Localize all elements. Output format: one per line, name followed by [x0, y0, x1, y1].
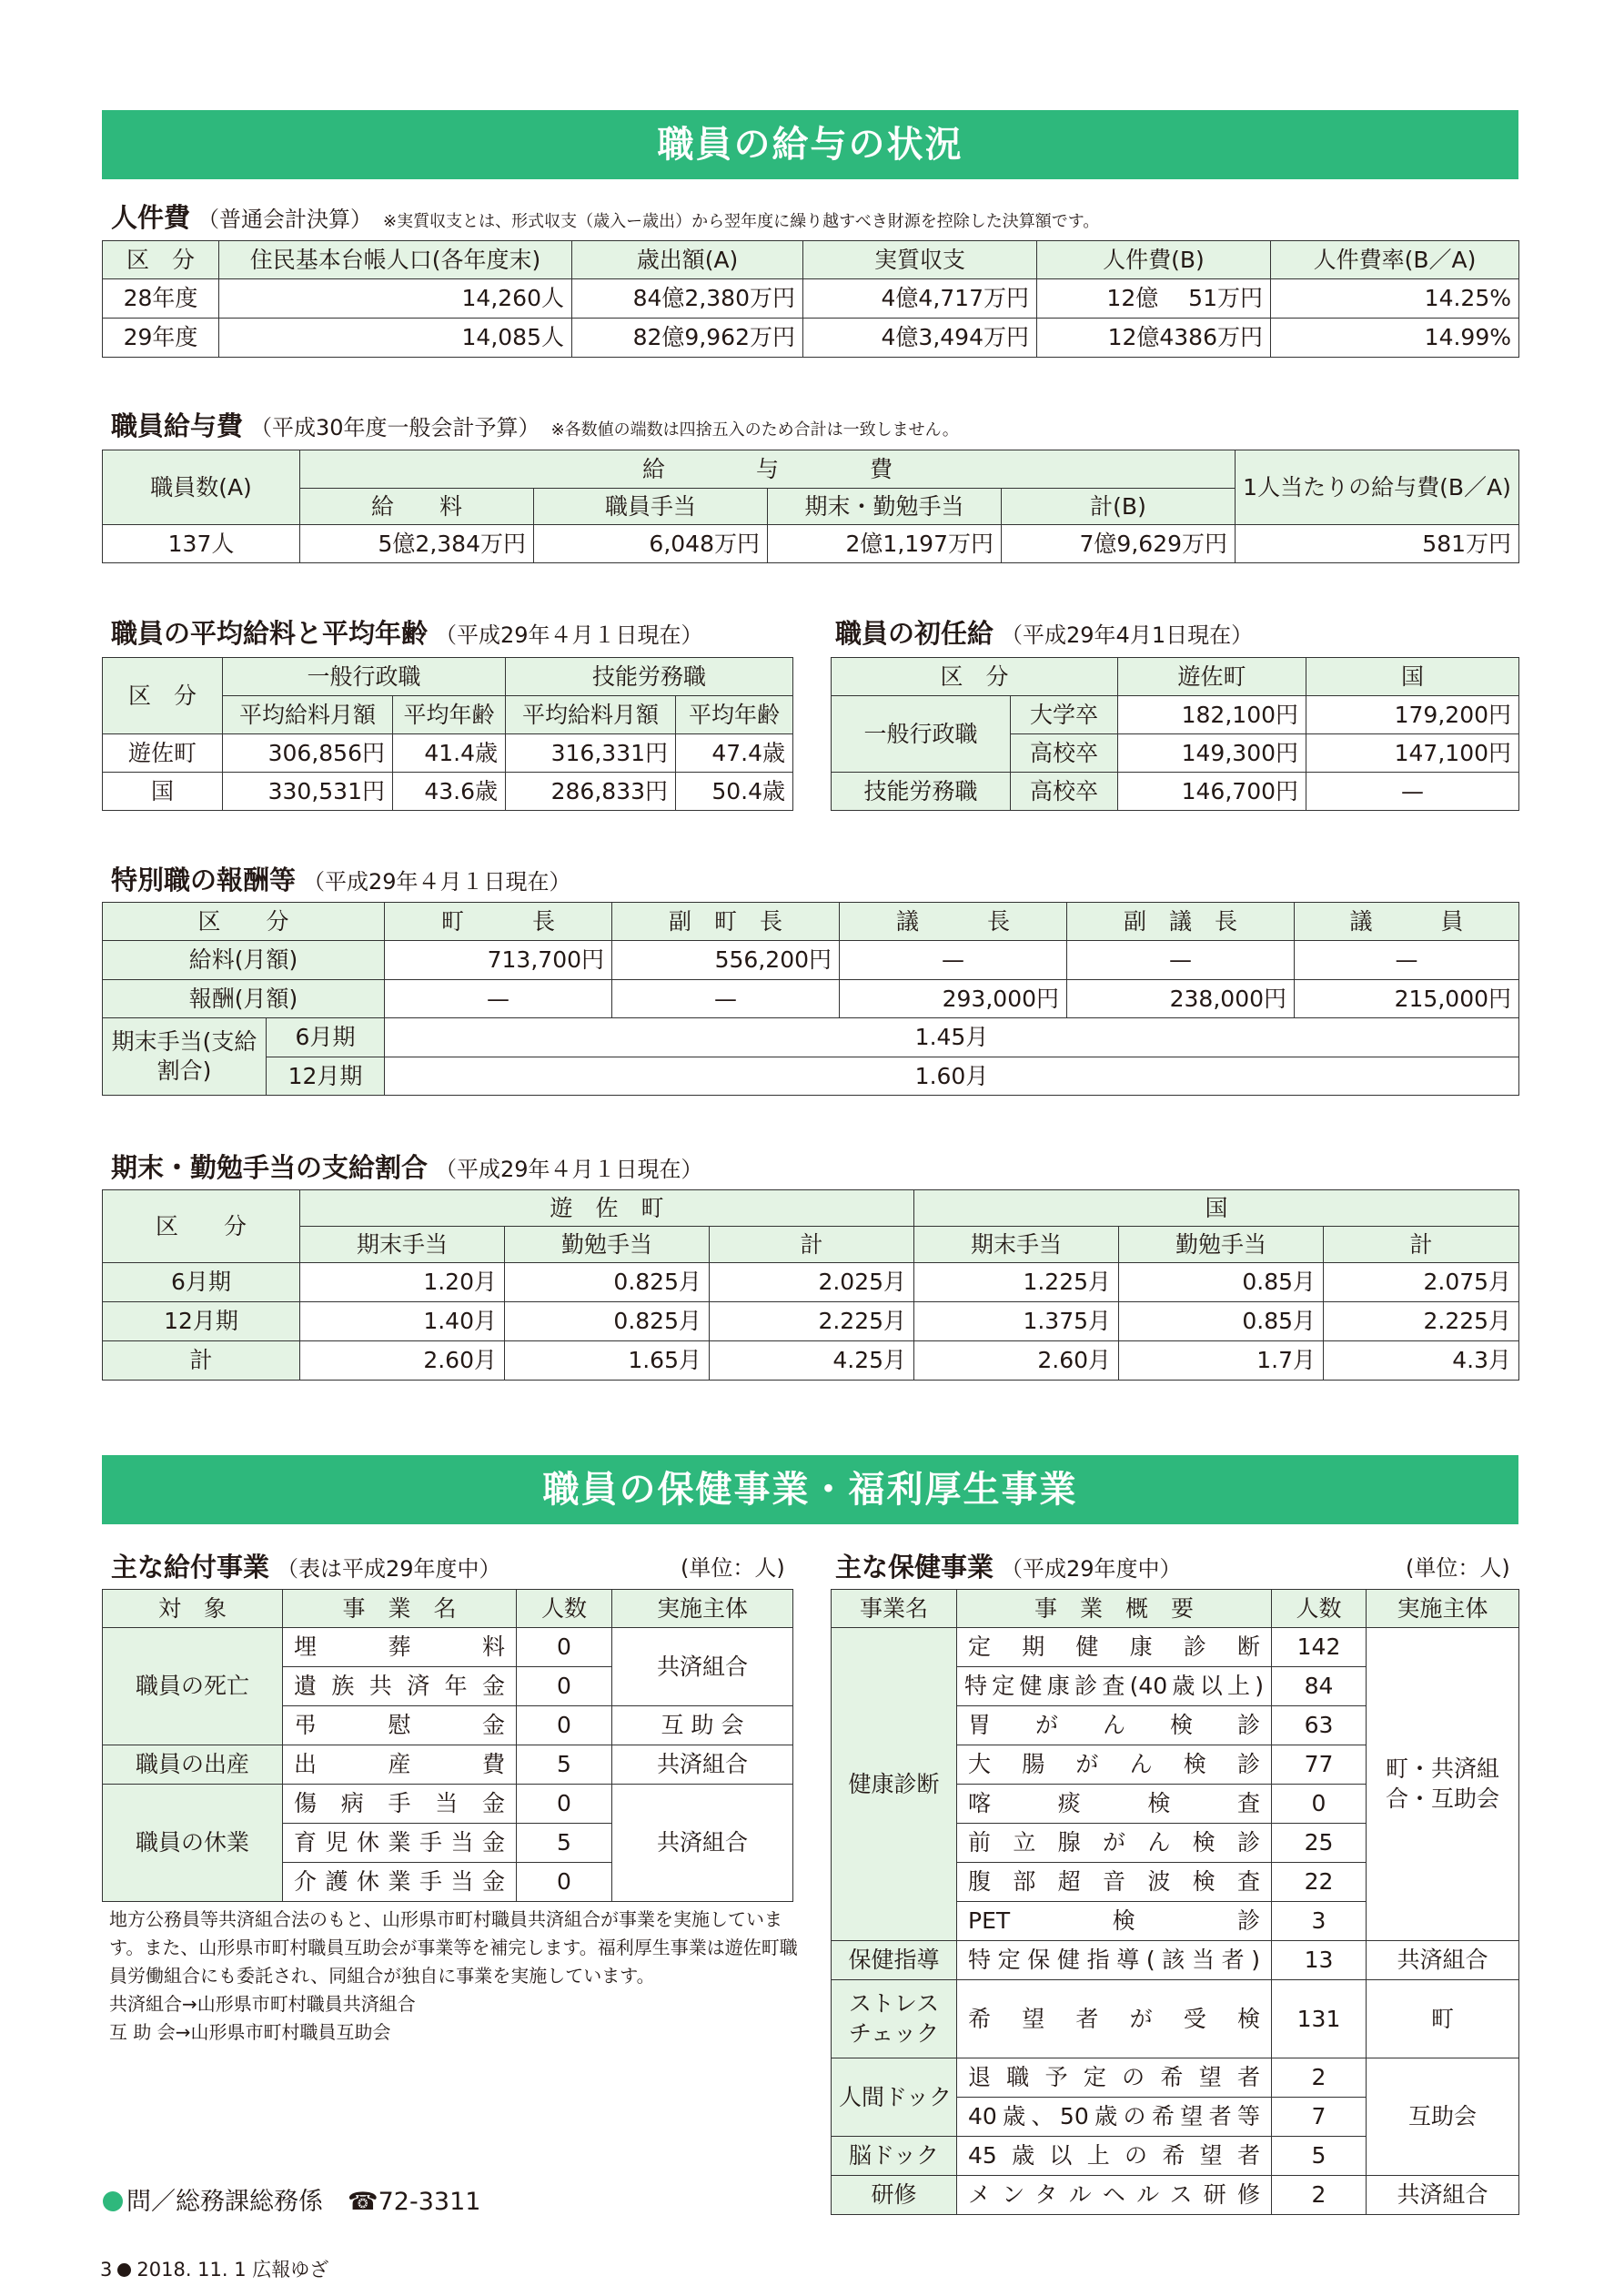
table-cell: 1.65月 [505, 1341, 710, 1381]
table-cell: 0.825月 [505, 1263, 710, 1302]
table-cell: — [612, 980, 840, 1018]
table-cell: 喀痰検査 [957, 1785, 1272, 1824]
note-text: 互 助 会→山形県市町村職員互助会 [109, 2021, 391, 2043]
table-cell: 2.025月 [710, 1263, 914, 1302]
table-cell: 77 [1272, 1745, 1367, 1785]
table-cell: 41.4歳 [393, 734, 506, 773]
section-title-special-positions [111, 860, 571, 897]
table-cell: 0.85月 [1119, 1263, 1324, 1302]
header-cell: 期末手当 [914, 1227, 1119, 1263]
table-cell: 3 [1272, 1902, 1367, 1941]
header-cell: 副 町 長 [612, 903, 840, 941]
personnel-cost-table [102, 240, 1519, 358]
table-cell: 2 [1272, 2176, 1367, 2215]
table-cell: 0 [1272, 1785, 1367, 1824]
row-group: 脳ドック [832, 2137, 957, 2176]
table-cell: 共済組合 [612, 1785, 793, 1902]
table-cell: 2 [1272, 2058, 1367, 2098]
table-cell: 介護休業手当金 [283, 1863, 517, 1902]
table-cell: — [1295, 941, 1519, 980]
contact-tel: ☎72-3311 [348, 2188, 481, 2216]
table-cell: 弔慰金 [283, 1706, 517, 1745]
table-cell: 定期健康診断 [957, 1628, 1272, 1667]
table-cell: 12億 51万円 [1037, 279, 1271, 319]
section-title-health [835, 1547, 1182, 1584]
header-cell: 副 議 長 [1067, 903, 1295, 941]
title: 職員の初任給 [835, 618, 994, 649]
table-cell: 5 [517, 1745, 612, 1785]
table-cell: 43.6歳 [393, 773, 506, 811]
table-cell: 共済組合 [1367, 1941, 1519, 1980]
table-cell: 25 [1272, 1824, 1367, 1863]
header-cell: 給 料 [300, 489, 534, 525]
special-positions-table [102, 902, 1519, 1096]
header-cell: 人件費(B) [1037, 241, 1271, 279]
header-cell: 実施主体 [612, 1590, 793, 1628]
table-cell: 希望者が受検 [957, 1980, 1272, 2058]
header-cell: 勤勉手当 [1119, 1227, 1324, 1263]
row-label: 12月期 [103, 1302, 300, 1341]
header-cell: 期末手当 [300, 1227, 505, 1263]
table-cell: 互助会 [1367, 2058, 1519, 2176]
table-cell: 28年度 [103, 279, 219, 319]
header-cell: 1人当たりの給与費(B／A) [1236, 450, 1519, 525]
header-cell: 計 [710, 1227, 914, 1263]
table-cell: 14.99% [1271, 319, 1519, 358]
header-cell: 給 与 費 [300, 450, 1236, 489]
table-cell: 共済組合 [612, 1628, 793, 1706]
note-text: 地方公務員等共済組合法のもと、山形県市町村職員共済組合が事業を実施しています。また、山形県市町村職員互助会が事業等を補完します。福利厚生事業は遊佐町職員労働組合にも委託され、同組合が独自に事業を実施しています。 [109, 1908, 798, 1987]
table-cell: 713,700円 [385, 941, 612, 980]
table-cell: 12億4386万円 [1037, 319, 1271, 358]
header-cell: 国 [914, 1190, 1519, 1227]
table-cell: 0 [517, 1785, 612, 1824]
table-cell: 2.225月 [1324, 1302, 1519, 1341]
table-cell: 238,000円 [1067, 980, 1295, 1018]
header-cell: 実施主体 [1367, 1590, 1519, 1628]
table-cell: 293,000円 [840, 980, 1067, 1018]
table-cell: — [1067, 941, 1295, 980]
table-cell: 4.3月 [1324, 1341, 1519, 1381]
header-cell: 国 [1306, 658, 1519, 696]
table-cell: 63 [1272, 1706, 1367, 1745]
table-cell: 215,000円 [1295, 980, 1519, 1018]
header-cell: 計(B) [1002, 489, 1236, 525]
table-cell: 47.4歳 [676, 734, 793, 773]
table-cell: PET検診 [957, 1902, 1272, 1941]
table-cell: 0 [517, 1667, 612, 1706]
table-cell: 1.20月 [300, 1263, 505, 1302]
header-cell: 事 業 名 [283, 1590, 517, 1628]
publication-name: 広報ゆざ [252, 2259, 329, 2281]
table-cell: 330,531円 [223, 773, 393, 811]
table-cell: 84億2,380万円 [572, 279, 803, 319]
section-banner-welfare: 職員の保健事業・福利厚生事業 [102, 1455, 1518, 1524]
table-cell: 2.60月 [914, 1341, 1119, 1381]
table-cell: 大腸がん検診 [957, 1745, 1272, 1785]
table-cell: 遊佐町 [103, 734, 223, 773]
table-cell: 1.40月 [300, 1302, 505, 1341]
title: 主な給付事業 [111, 1552, 270, 1583]
header-cell: 期末・勤勉手当 [768, 489, 1002, 525]
table-cell: 286,833円 [506, 773, 676, 811]
unit-label: (単位：人) [681, 1555, 785, 1581]
table-cell: 0 [517, 1628, 612, 1667]
row-group: ストレスチェック [832, 1980, 957, 2058]
table-cell: 179,200円 [1306, 696, 1519, 734]
bonus-ratio-table [102, 1189, 1519, 1381]
table-cell: 2.60月 [300, 1341, 505, 1381]
table-cell: 14,085人 [219, 319, 572, 358]
table-cell: 14.25% [1271, 279, 1519, 319]
section-title-staff-salary [111, 406, 959, 443]
row-group: 保健指導 [832, 1941, 957, 1980]
subtitle: （平成29年４月１日現在） [435, 622, 703, 648]
table-cell: 1.7月 [1119, 1341, 1324, 1381]
table-cell: 2億1,197万円 [768, 525, 1002, 563]
subtitle: （平成30年度一般会計予算） [250, 415, 540, 440]
row-group: 人間ドック [832, 2058, 957, 2137]
section-banner-salary: 職員の給与の状況 [102, 110, 1518, 179]
title: 職員給与費 [111, 410, 244, 441]
table-cell: 胃がん検診 [957, 1706, 1272, 1745]
header-cell: 技能労務職 [506, 658, 793, 696]
table-cell: 0.85月 [1119, 1302, 1324, 1341]
table-cell: メンタルヘルス研修 [957, 2176, 1272, 2215]
table-cell: 13 [1272, 1941, 1367, 1980]
header-cell: 住民基本台帳人口(各年度末) [219, 241, 572, 279]
table-cell: 4.25月 [710, 1341, 914, 1381]
header-cell: 町 長 [385, 903, 612, 941]
table-cell: 0 [517, 1863, 612, 1902]
row-label: 6月期 [103, 1263, 300, 1302]
header-cell: 対 象 [103, 1590, 283, 1628]
subtitle: （平成29年4月1日現在） [1001, 622, 1254, 648]
table-cell: 182,100円 [1118, 696, 1306, 734]
table-cell: 傷病手当金 [283, 1785, 517, 1824]
row-group: 技能労務職 [832, 773, 1011, 811]
table-cell: 出産費 [283, 1745, 517, 1785]
note-text: 共済組合→山形県市町村職員共済組合 [109, 1993, 416, 2015]
bullet-icon [103, 2191, 123, 2211]
subtitle: （平成29年４月１日現在） [435, 1157, 703, 1182]
subtitle: （平成29年４月１日現在） [303, 869, 571, 895]
header-cell: 議 員 [1295, 903, 1519, 941]
header-cell: 人数 [517, 1590, 612, 1628]
table-cell: 40歳、50歳の希望者等 [957, 2098, 1272, 2137]
header-cell: 区 分 [103, 1190, 300, 1263]
table-cell: 137人 [103, 525, 300, 563]
header-cell: 人件費率(B／A) [1271, 241, 1519, 279]
starting-salary-table [831, 657, 1519, 811]
table-cell: 14,260人 [219, 279, 572, 319]
page-number: 3 [100, 2259, 113, 2281]
header-cell: 遊 佐 町 [300, 1190, 914, 1227]
health-table [831, 1589, 1519, 2215]
row-label: 計 [103, 1341, 300, 1381]
table-cell: 142 [1272, 1628, 1367, 1667]
header-cell: 歳出額(A) [572, 241, 803, 279]
subtitle: （表は平成29年度中） [277, 1556, 501, 1582]
issue-date: 2018. 11. 1 [136, 2259, 247, 2281]
table-cell: 82億9,962万円 [572, 319, 803, 358]
table-cell: 5 [517, 1824, 612, 1863]
table-cell: 6,048万円 [534, 525, 768, 563]
average-salary-table [102, 657, 793, 811]
row-label: 報酬(月額) [103, 980, 385, 1018]
header-cell: 勤勉手当 [505, 1227, 710, 1263]
row-group: 職員の休業 [103, 1785, 283, 1902]
staff-salary-table [102, 450, 1519, 563]
title: 期末・勤勉手当の支給割合 [111, 1152, 429, 1183]
row-group: 一般行政職 [832, 696, 1011, 773]
table-cell: 共済組合 [612, 1745, 793, 1785]
row-label: 大学卒 [1011, 696, 1118, 734]
table-cell: 147,100円 [1306, 734, 1519, 773]
table-cell: 1.225月 [914, 1263, 1119, 1302]
row-group: 期末手当(支給割合) [103, 1018, 267, 1096]
header-cell: 遊佐町 [1118, 658, 1306, 696]
table-cell: 29年度 [103, 319, 219, 358]
note: ※実質収支とは、形式収支（歳入ー歳出）から翌年度に繰り越すべき財源を控除した決算額です。 [383, 212, 1100, 231]
row-label: 12月期 [267, 1057, 385, 1096]
header-cell: 平均年齢 [676, 696, 793, 734]
table-cell: 国 [103, 773, 223, 811]
row-group: 研修 [832, 2176, 957, 2215]
row-label: 給料(月額) [103, 941, 385, 980]
page-footer [100, 2255, 328, 2282]
row-label: 高校卒 [1011, 734, 1118, 773]
bullet-icon [117, 2263, 131, 2277]
table-cell: 遺族共済年金 [283, 1667, 517, 1706]
subtitle: （普通会計決算） [197, 207, 373, 232]
table-cell: 0 [517, 1706, 612, 1745]
table-cell: 50.4歳 [676, 773, 793, 811]
table-cell: 22 [1272, 1863, 1367, 1902]
header-cell: 区 分 [103, 658, 223, 734]
section-title-personnel-cost [111, 197, 1099, 235]
table-cell: 町 [1367, 1980, 1519, 2058]
table-cell: 7 [1272, 2098, 1367, 2137]
table-cell: 特定健康診査(40歳以上) [957, 1667, 1272, 1706]
header-cell: 議 長 [840, 903, 1067, 941]
table-cell: 4億4,717万円 [803, 279, 1037, 319]
table-cell: — [1306, 773, 1519, 811]
table-cell: 5 [1272, 2137, 1367, 2176]
benefits-note [109, 1906, 801, 2047]
table-cell: 退職予定の希望者 [957, 2058, 1272, 2098]
subtitle: （平成29年度中） [1001, 1556, 1182, 1582]
section-title-starting-salary [835, 613, 1253, 651]
title: 人件費 [111, 202, 191, 233]
table-cell: 町・共済組合・互助会 [1367, 1628, 1519, 1941]
row-group: 職員の出産 [103, 1745, 283, 1785]
table-cell: 1.375月 [914, 1302, 1119, 1341]
header-cell: 事 業 概 要 [957, 1590, 1272, 1628]
header-cell: 一般行政職 [223, 658, 506, 696]
table-cell: 1.60月 [385, 1057, 1519, 1096]
table-cell: 0.825月 [505, 1302, 710, 1341]
table-cell: 45歳以上の希望者 [957, 2137, 1272, 2176]
table-cell: 149,300円 [1118, 734, 1306, 773]
table-cell: 互 助 会 [612, 1706, 793, 1745]
header-cell: 平均給料月額 [223, 696, 393, 734]
header-cell: 区 分 [103, 903, 385, 941]
contact-label: 問／総務課総務係 [126, 2188, 323, 2216]
title: 特別職の報酬等 [111, 865, 297, 895]
unit-label: (単位：人) [1406, 1555, 1510, 1581]
table-cell: 埋葬料 [283, 1628, 517, 1667]
header-cell: 平均給料月額 [506, 696, 676, 734]
section-title-bonus-ratio [111, 1148, 703, 1185]
table-cell: 7億9,629万円 [1002, 525, 1236, 563]
table-cell: 581万円 [1236, 525, 1519, 563]
header-cell: 区 分 [103, 241, 219, 279]
header-cell: 計 [1324, 1227, 1519, 1263]
note: ※各数値の端数は四捨五入のため合計は一致しません。 [550, 420, 959, 440]
table-cell: 育児休業手当金 [283, 1824, 517, 1863]
header-cell: 区 分 [832, 658, 1118, 696]
row-group: 健康診断 [832, 1628, 957, 1941]
table-cell: 131 [1272, 1980, 1367, 2058]
section-title-average-salary [111, 613, 703, 651]
table-cell: 316,331円 [506, 734, 676, 773]
row-group: 職員の死亡 [103, 1628, 283, 1745]
header-cell: 事業名 [832, 1590, 957, 1628]
section-title-benefits [111, 1547, 501, 1584]
table-cell: 共済組合 [1367, 2176, 1519, 2215]
title: 職員の平均給料と平均年齢 [111, 618, 429, 649]
table-cell: 1.45月 [385, 1018, 1519, 1057]
benefits-table [102, 1589, 793, 1902]
title: 主な保健事業 [835, 1552, 994, 1583]
header-cell: 平均年齢 [393, 696, 506, 734]
table-cell: 4億3,494万円 [803, 319, 1037, 358]
header-cell: 職員手当 [534, 489, 768, 525]
table-cell: 5億2,384万円 [300, 525, 534, 563]
table-cell: 2.075月 [1324, 1263, 1519, 1302]
header-cell: 人数 [1272, 1590, 1367, 1628]
table-cell: 556,200円 [612, 941, 840, 980]
table-cell: 306,856円 [223, 734, 393, 773]
header-cell: 実質収支 [803, 241, 1037, 279]
table-cell: 特定保健指導(該当者) [957, 1941, 1272, 1980]
table-cell: 前立腺がん検診 [957, 1824, 1272, 1863]
table-cell: — [385, 980, 612, 1018]
table-cell: 146,700円 [1118, 773, 1306, 811]
header-cell: 職員数(A) [103, 450, 300, 525]
table-cell: 腹部超音波検査 [957, 1863, 1272, 1902]
row-label: 6月期 [267, 1018, 385, 1057]
row-label: 高校卒 [1011, 773, 1118, 811]
contact-info [103, 2181, 480, 2217]
table-cell: 2.225月 [710, 1302, 914, 1341]
table-cell: — [840, 941, 1067, 980]
table-cell: 84 [1272, 1667, 1367, 1706]
